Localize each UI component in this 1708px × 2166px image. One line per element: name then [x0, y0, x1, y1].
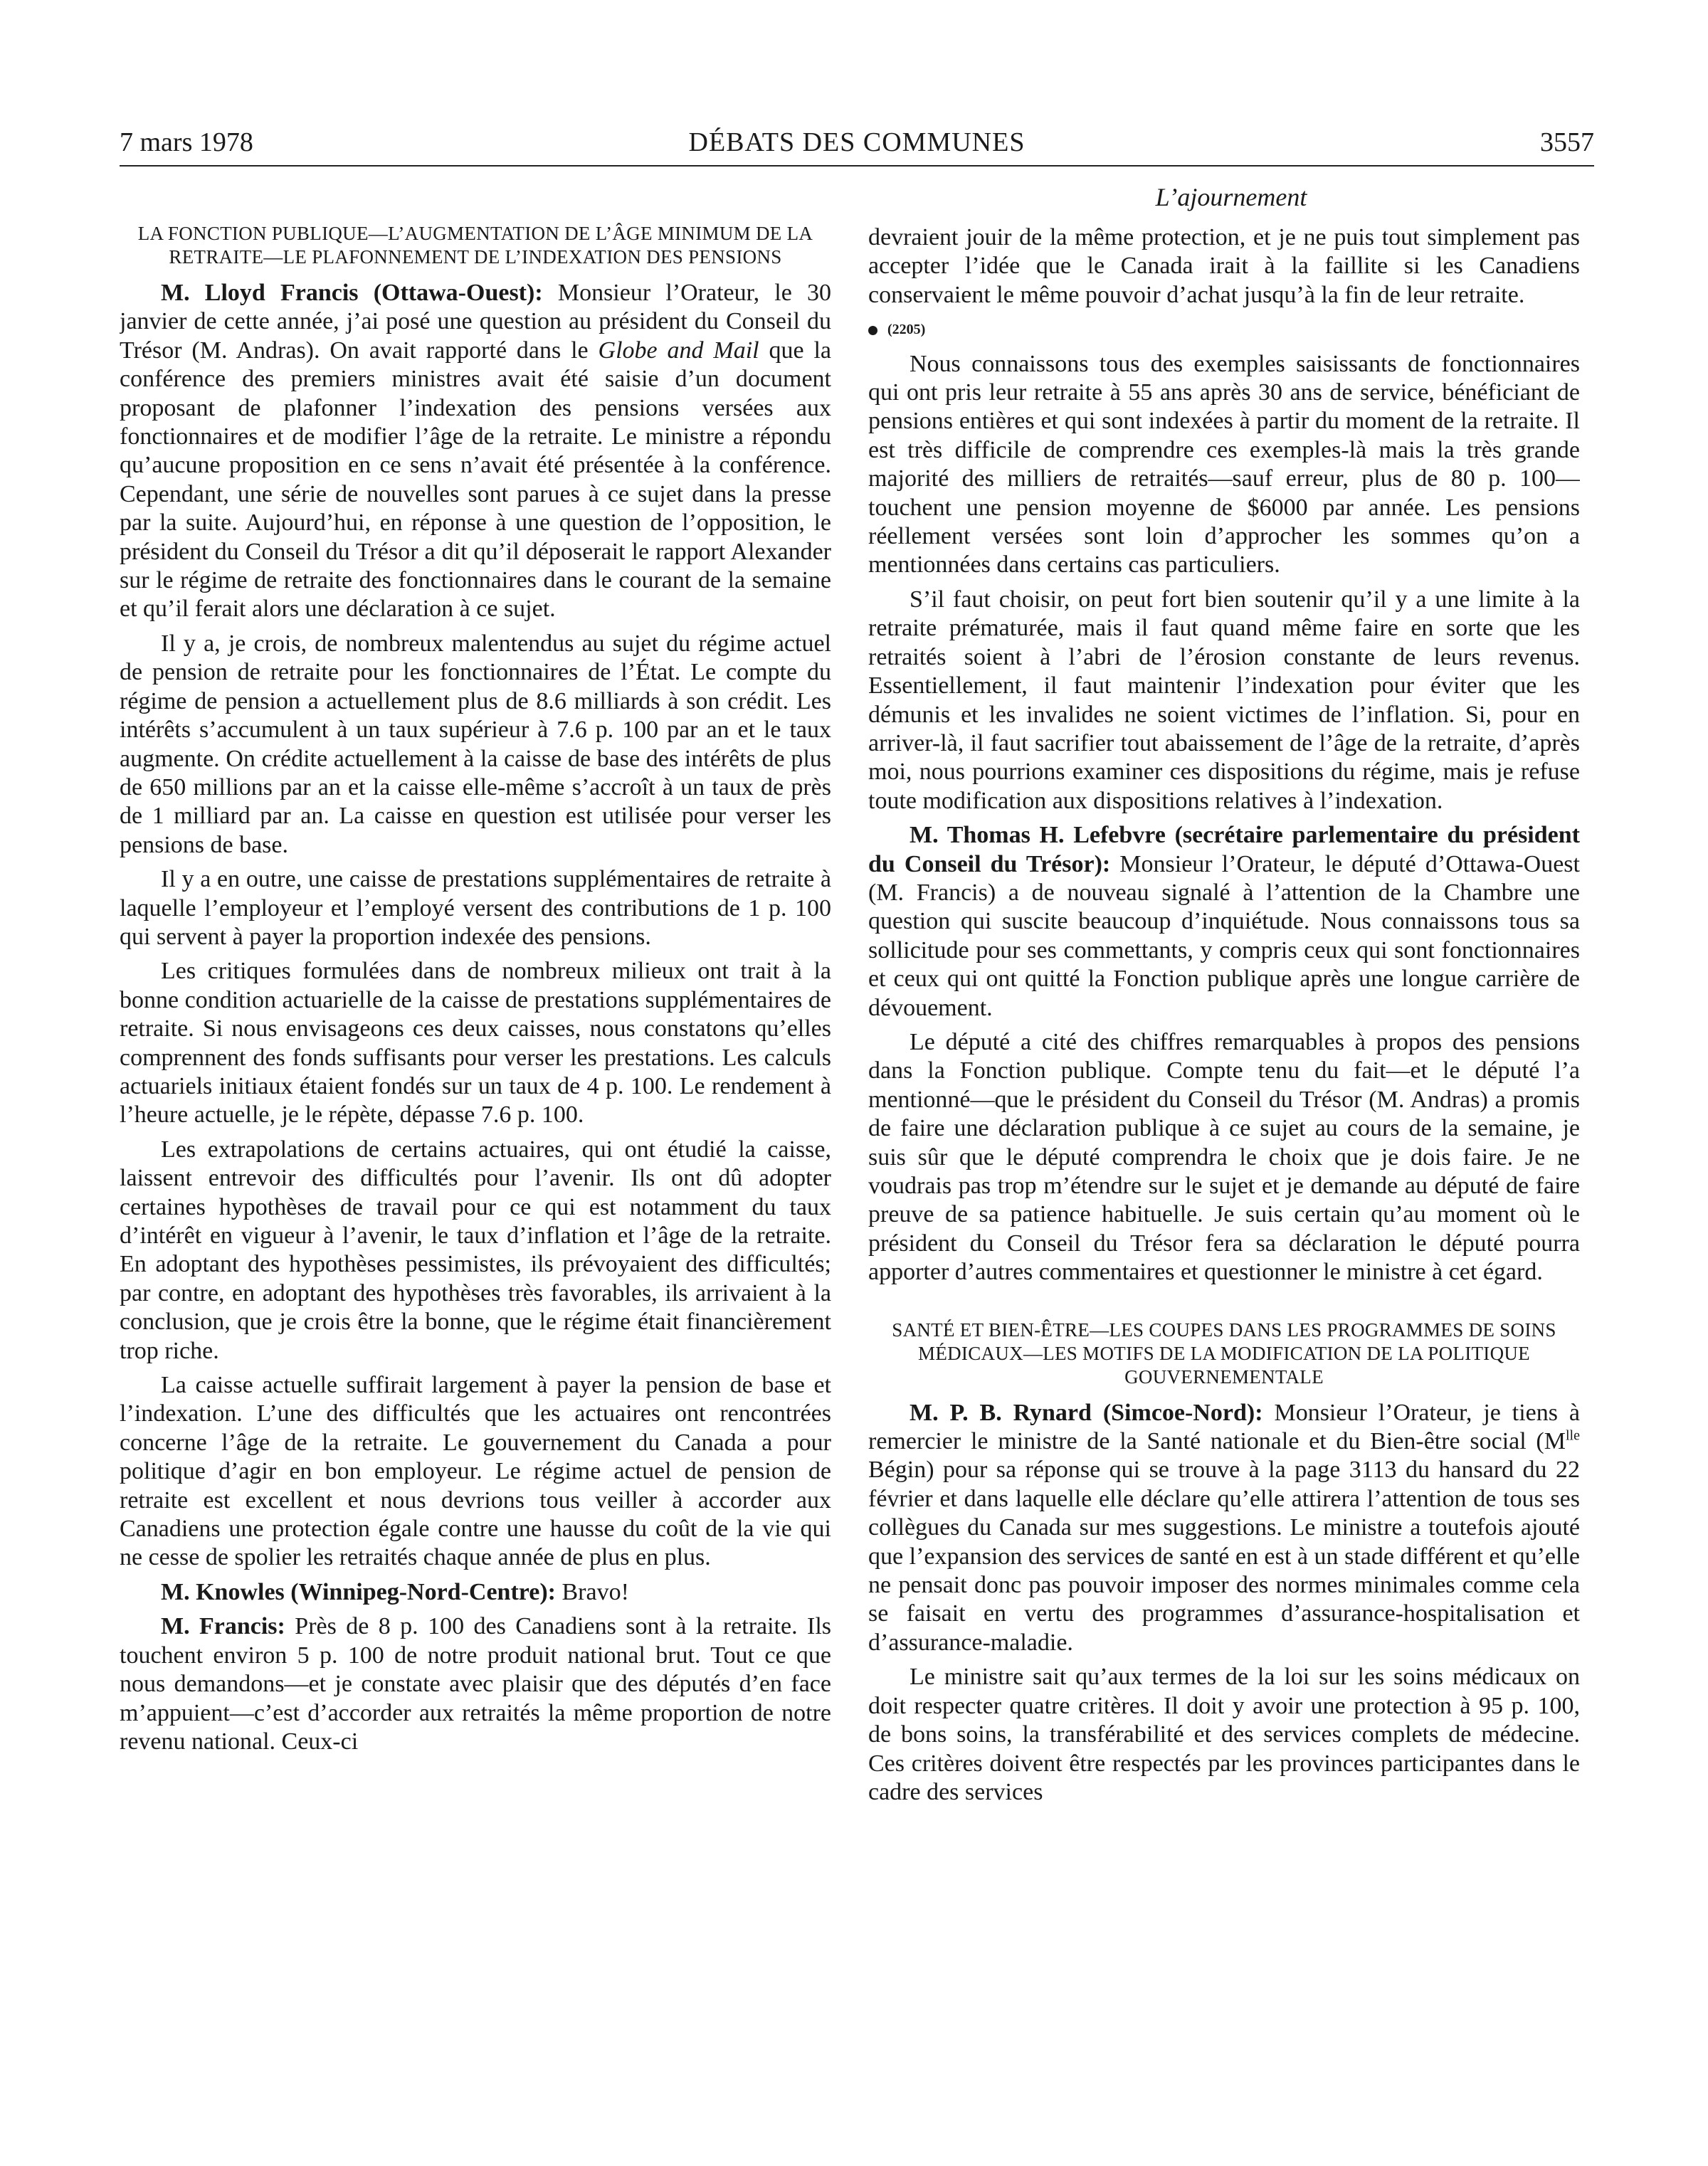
paragraph-text: que la conférence des premiers ministres avait été saisie d’un document proposant de plafonner l’indexation des pensions versées aux fonctionnaires et de modifier l’âge de la retraite. Le ministre a répondu qu’aucune proposition en ce sens n’avait été présentée à la conférence. Cependant, une série de nouvelles sont parues à ce sujet dans la presse par la suite. Aujourd’hui, en réponse à une question de l’opposition, le président du Conseil du Trésor a dit qu’il déposerait le rapport Alexander sur le régime de retraite des fonctionnaires dans le courant de la semaine et qu’il ferait alors une déclaration à ce sujet. — [120, 337, 831, 623]
section-spacer — [868, 1293, 1580, 1319]
time-marker — [868, 315, 1580, 344]
paragraph-text: Bravo! — [555, 1578, 629, 1605]
newspaper-title: Globe and Mail — [598, 337, 759, 364]
speaker-name: M. Knowles (Winnipeg-Nord-Centre): — [161, 1578, 556, 1605]
paragraph: S’il faut choisir, on peut fort bien soutenir qu’il y a une limite à la retraite prématurée, mais il faut quand même faire en sorte que les retraités soient à l’abri de l’érosion constante de leurs revenus. Essentiellement, il faut maintenir l’indexation pour éviter que les démunis et les invalides ne soient victimes de l’inflation. Si, pour en arriver-là, il faut sacrifier tout abaissement de l’âge de la retraite, d’après moi, nous pourrions examiner ces dispositions du régime, mais je refuse toute modification aux dispositions relatives à l’indexation. — [868, 586, 1580, 814]
page-header — [120, 125, 1594, 167]
header-date: 7 mars 1978 — [120, 127, 253, 157]
paragraph: Le député a cité des chiffres remarquables à propos des pensions dans la Fonction publique. Compte tenu du fait—et le député l’a mentionné—que le président du Conseil du Trésor (M. Andras) a promis de faire une déclaration publique à ce sujet au cours de la semaine, je suis sûr que le député comprendra le choix que je dois faire. Je ne voudrais pas trop m’étendre sur le sujet et je demande au député de faire preuve de sa patience habituelle. Je suis certain qu’au moment où le président du Conseil du Trésor fera sa déclaration le député pourra apporter d’autres commentaires et questionner le ministre à cet égard. — [868, 1028, 1580, 1286]
paragraph-text: Bégin) pour sa réponse qui se trouve à la page 3113 du hansard du 22 février et dans laquelle elle déclare qu’elle attirera l’attention de tous ses collègues du Canada sur mes suggestions. Le ministre a toutefois ajouté que l’expansion des services de santé en est à un stade différent et qu’elle ne pensait donc pas pouvoir imposer des normes minimales comme cela se faisait en vertu des programmes d’assurance-hospitalisation et d’assurance-maladie. — [868, 1457, 1580, 1656]
paragraph-text: Monsieur l’Orateur, le 30 janvier de cette année, j’ai posé une question au président du Conseil du Trésor (M. Andras). On avait rapporté dans le — [120, 280, 831, 364]
speaker-name: M. P. B. Rynard (Simcoe-Nord): — [910, 1399, 1263, 1426]
section-heading: SANTÉ ET BIEN-ÊTRE—LES COUPES DANS LES PROGRAMMES DE SOINS MÉDICAUX—LES MOTIFS DE LA MODIFICATION DE LA POLITIQUE GOUVERNEMENTALE — [892, 1319, 1556, 1388]
paragraph-text: Monsieur l’Orateur, je tiens à remercier le ministre de la Santé nationale et du Bien-être social (M — [868, 1399, 1580, 1455]
section-heading: LA FONCTION PUBLIQUE—L’AUGMENTATION DE L’ÂGE MINIMUM DE LA RETRAITE—LE PLAFONNEMENT DE L’INDEXATION DES PENSIONS — [137, 223, 813, 268]
paragraph: Les extrapolations de certains actuaires, qui ont étudié la caisse, laissent entrevoir des difficultés pour l’avenir. Ils ont dû adopter certaines hypothèses de travail pour ce qui est notamment du taux d’intérêt en vigueur à l’avenir, le taux d’inflation et l’âge de la retraite. En adoptant des hypothèses pessimistes, ils prévoyaient des difficultés; par contre, en adoptant des hypothèses très favorables, ils arrivaient à la conclusion, que je crois être la bonne, que le régime était financièrement trop riche. — [120, 1136, 831, 1364]
bullet-icon — [868, 326, 877, 335]
header-page-number: 3557 — [1540, 127, 1594, 157]
speaker-name: M. Francis: — [161, 1613, 285, 1640]
paragraph: Le ministre sait qu’aux termes de la loi sur les soins médicaux on doit respecter quatre critères. Il doit y avoir une protection à 95 p. 100, de bons soins, la transférabilité et des services complets de médecine. Ces critères doivent être respectés par les provinces participantes dans le cadre des services — [868, 1664, 1580, 1805]
paragraph — [120, 1612, 831, 1756]
paragraph: Nous connaissons tous des exemples saisissants de fonctionnaires qui ont pris leur retraite à 55 ans après 30 ans de service, bénéficiant de pensions entières et qui sont indexées à partir du moment de la retraite. Il est très difficile de comprendre ces exemples-là mais la très grande majorité des milliers de retraités—sauf erreur, plus de 80 p. 100—touchent une pension moyenne de $6000 par année. Les pensions réellement versées sont loin d’approcher les sommes qu’on a mentionnées dans certains cas particuliers. — [868, 350, 1580, 579]
paragraph: Les critiques formulées dans de nombreux milieux ont trait à la bonne condition actuarielle de la caisse de prestations supplémentaires de retraite. Si nous envisageons ces deux caisses, nous constatons qu’elles comprennent des fonds suffisants pour verser les prestations. Les calculs actuariels initiaux étaient fondés sur un taux de 4 p. 100. Le rendement à l’heure actuelle, je le répète, dépasse 7.6 p. 100. — [120, 958, 831, 1129]
paragraph — [868, 821, 1580, 1023]
paragraph: Il y a en outre, une caisse de prestations supplémentaires de retraite à laquelle l’employeur et l’employé versent des contributions de 1 p. 100 qui servent à payer la proportion indexée des pensions. — [120, 866, 831, 950]
paragraph — [120, 279, 831, 624]
time-marker-text: (2205) — [887, 322, 926, 338]
running-head: L’ajournement — [1155, 183, 1307, 211]
paragraph: devraient jouir de la même protection, et je ne puis tout simplement pas accepter l’idée que le Canada irait à la faillite si les Canadiens conservaient le même pouvoir d’achat jusqu’à la fin de leur retraite. — [868, 224, 1580, 308]
paragraph — [868, 1399, 1580, 1658]
superscript: lle — [1566, 1427, 1580, 1444]
paragraph-text: Près de 8 p. 100 des Canadiens sont à la retraite. Ils touchent environ 5 p. 100 de notre produit national brut. Tout ce que nous demandons—et je constate avec plaisir que des députés d’en face m’appuient—c’est d’accorder aux retraités la même proportion de notre revenu national. Ceux-ci — [120, 1613, 831, 1755]
paragraph: La caisse actuelle suffirait largement à payer la pension de base et l’indexation. L’une des difficultés que les actuaires ont rencontrées concerne l’âge de la retraite. Le gouvernement du Canada a pour politique d’agir en bon employeur. Le régime actuel de pension de retraite est excellent et nous devrions tous veiller à accorder aux Canadiens une protection égale contre une hausse du coût de la vie qui ne cesse de spolier les retraités chaque année de plus en plus. — [120, 1372, 831, 1571]
paragraph — [120, 1578, 831, 1607]
paragraph: Il y a, je crois, de nombreux malentendus au sujet du régime actuel de pension de retraite pour les fonctionnaires de l’État. Le compte du régime de pension a actuellement plus de 8.6 milliards à son crédit. Les intérêts s’accumulent à un taux supérieur à 7.6 p. 100 par an et le taux augmente. On crédite actuellement à la caisse de base des intérêts de plus de 650 millions par an et la caisse elle-même s’accroît à un taux de près de 1 milliard par an. La caisse en question est utilisée pour verser les pensions de base. — [120, 630, 831, 858]
header-title: DÉBATS DES COMMUNES — [688, 127, 1026, 157]
speaker-name: M. Thomas H. Lefebvre (secrétaire parlementaire du président du Conseil du Trésor): — [868, 822, 1580, 877]
left-column — [120, 222, 831, 2165]
paragraph-text: Monsieur l’Orateur, le député d’Ottawa-Ouest (M. Francis) a de nouveau signalé à l’attention de la Chambre une question qui suscite beaucoup d’inquiétude. Nous connaissons tous sa sollicitude pour ses commettants, y compris ceux qui sont fonctionnaires et ceux qui ont quitté la Fonction publique après une longue carrière de dévouement. — [868, 850, 1580, 1021]
speaker-name: M. Lloyd Francis (Ottawa-Ouest): — [161, 280, 543, 306]
right-column — [868, 223, 1580, 2166]
